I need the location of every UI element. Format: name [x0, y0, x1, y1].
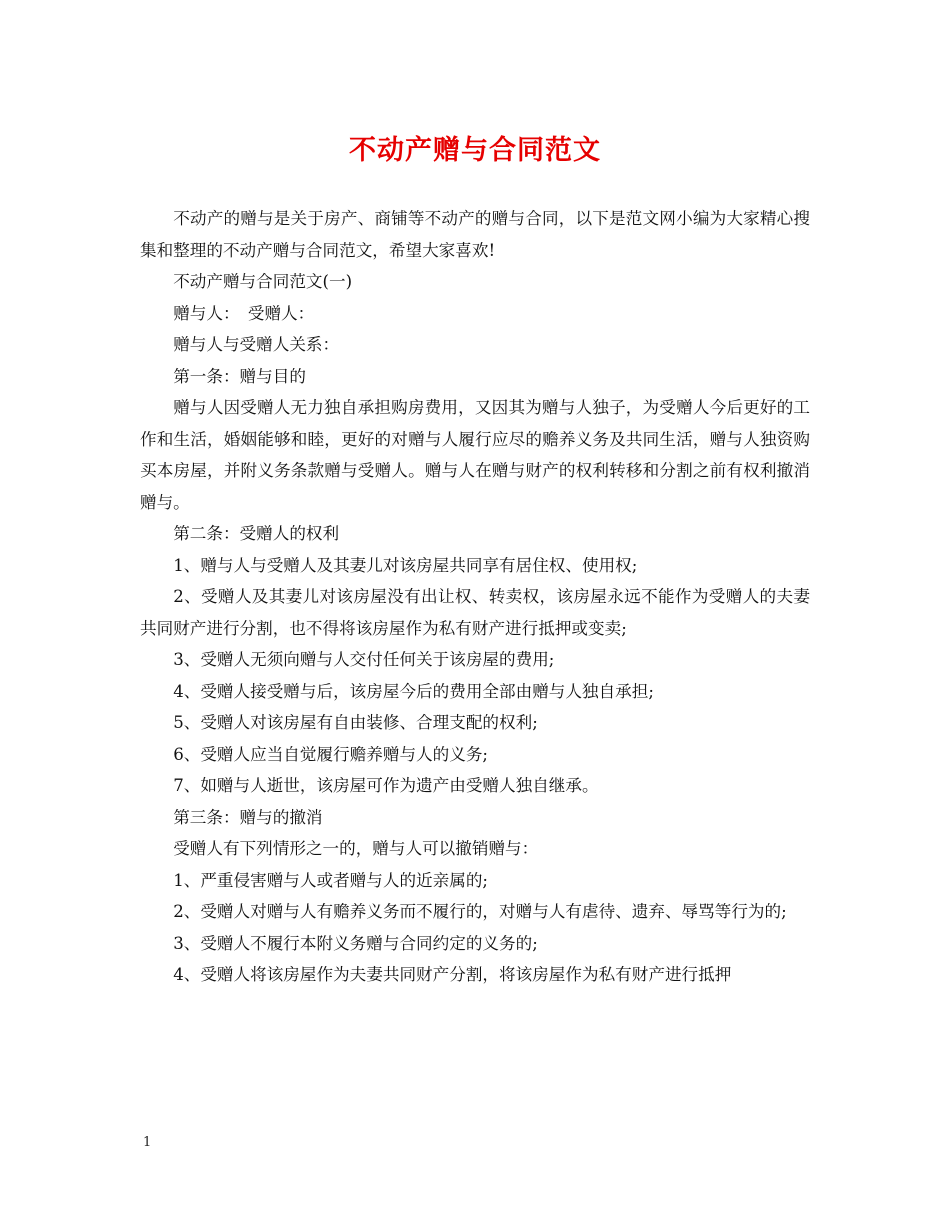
paragraph: 赠与人因受赠人无力独自承担购房费用，又因其为赠与人独子，为受赠人今后更好的工作和生活，婚姻能够和睦，更好的对赠与人履行应尽的赡养义务及共同生活，赠与人独资购买本房屋，并附义务条款赠与受赠人。赠与人在赠与财产的权利转移和分割之前有权利撤消赠与。	[140, 398, 810, 512]
list-item: 3、受赠人不履行本附义务赠与合同约定的义务的;	[173, 933, 538, 953]
paragraph: 不动产赠与合同范文(一)	[173, 272, 353, 291]
section-heading: 第二条：受赠人的权利	[173, 524, 340, 543]
list-item: 2、受赠人及其妻儿对该房屋没有出让权、转卖权，该房屋永远不能作为受赠人的夫妻共同财产进行分割，也不得将该房屋作为私有财产进行抵押或变卖;	[140, 587, 810, 638]
document-title: 不动产赠与合同范文	[349, 135, 601, 166]
section-heading: 第一条：赠与目的	[173, 366, 306, 386]
section-heading: 第三条：赠与的撤消	[173, 807, 323, 827]
paragraph: 赠与人： 受赠人：	[173, 303, 315, 323]
list-item: 2、受赠人对赠与人有赡养义务而不履行的，对赠与人有虐待、遗弃、辱骂等行为的;	[173, 902, 787, 921]
list-item: 1、严重侵害赠与人或者赠与人的近亲属的;	[173, 870, 489, 890]
list-item: 6、受赠人应当自觉履行赡养赠与人的义务;	[173, 744, 489, 764]
list-item: 4、受赠人将该房屋作为夫妻共同财产分割，将该房屋作为私有财产进行抵押	[173, 965, 732, 984]
list-item: 1、赠与人与受赠人及其妻儿对该房屋共同享有居住权、使用权;	[173, 555, 638, 575]
list-item: 3、受赠人无须向赠与人交付任何关于该房屋的费用;	[173, 650, 555, 669]
document-body	[140, 203, 810, 991]
list-item: 5、受赠人对该房屋有自由装修、合理支配的权利;	[173, 713, 538, 732]
list-item: 4、受赠人接受赠与后，该房屋今后的费用全部由赠与人独自承担;	[173, 681, 654, 701]
paragraph: 赠与人与受赠人关系：	[173, 335, 340, 354]
page-number: 1	[143, 1135, 152, 1150]
list-item: 7、如赠与人逝世，该房屋可作为遗产由受赠人独自继承。	[173, 776, 599, 795]
paragraph: 不动产的赠与是关于房产、商铺等不动产的赠与合同，以下是范文网小编为大家精心搜集和整理的不动产赠与合同范文，希望大家喜欢!	[140, 209, 810, 260]
paragraph: 受赠人有下列情形之一的，赠与人可以撤销赠与：	[173, 839, 539, 858]
